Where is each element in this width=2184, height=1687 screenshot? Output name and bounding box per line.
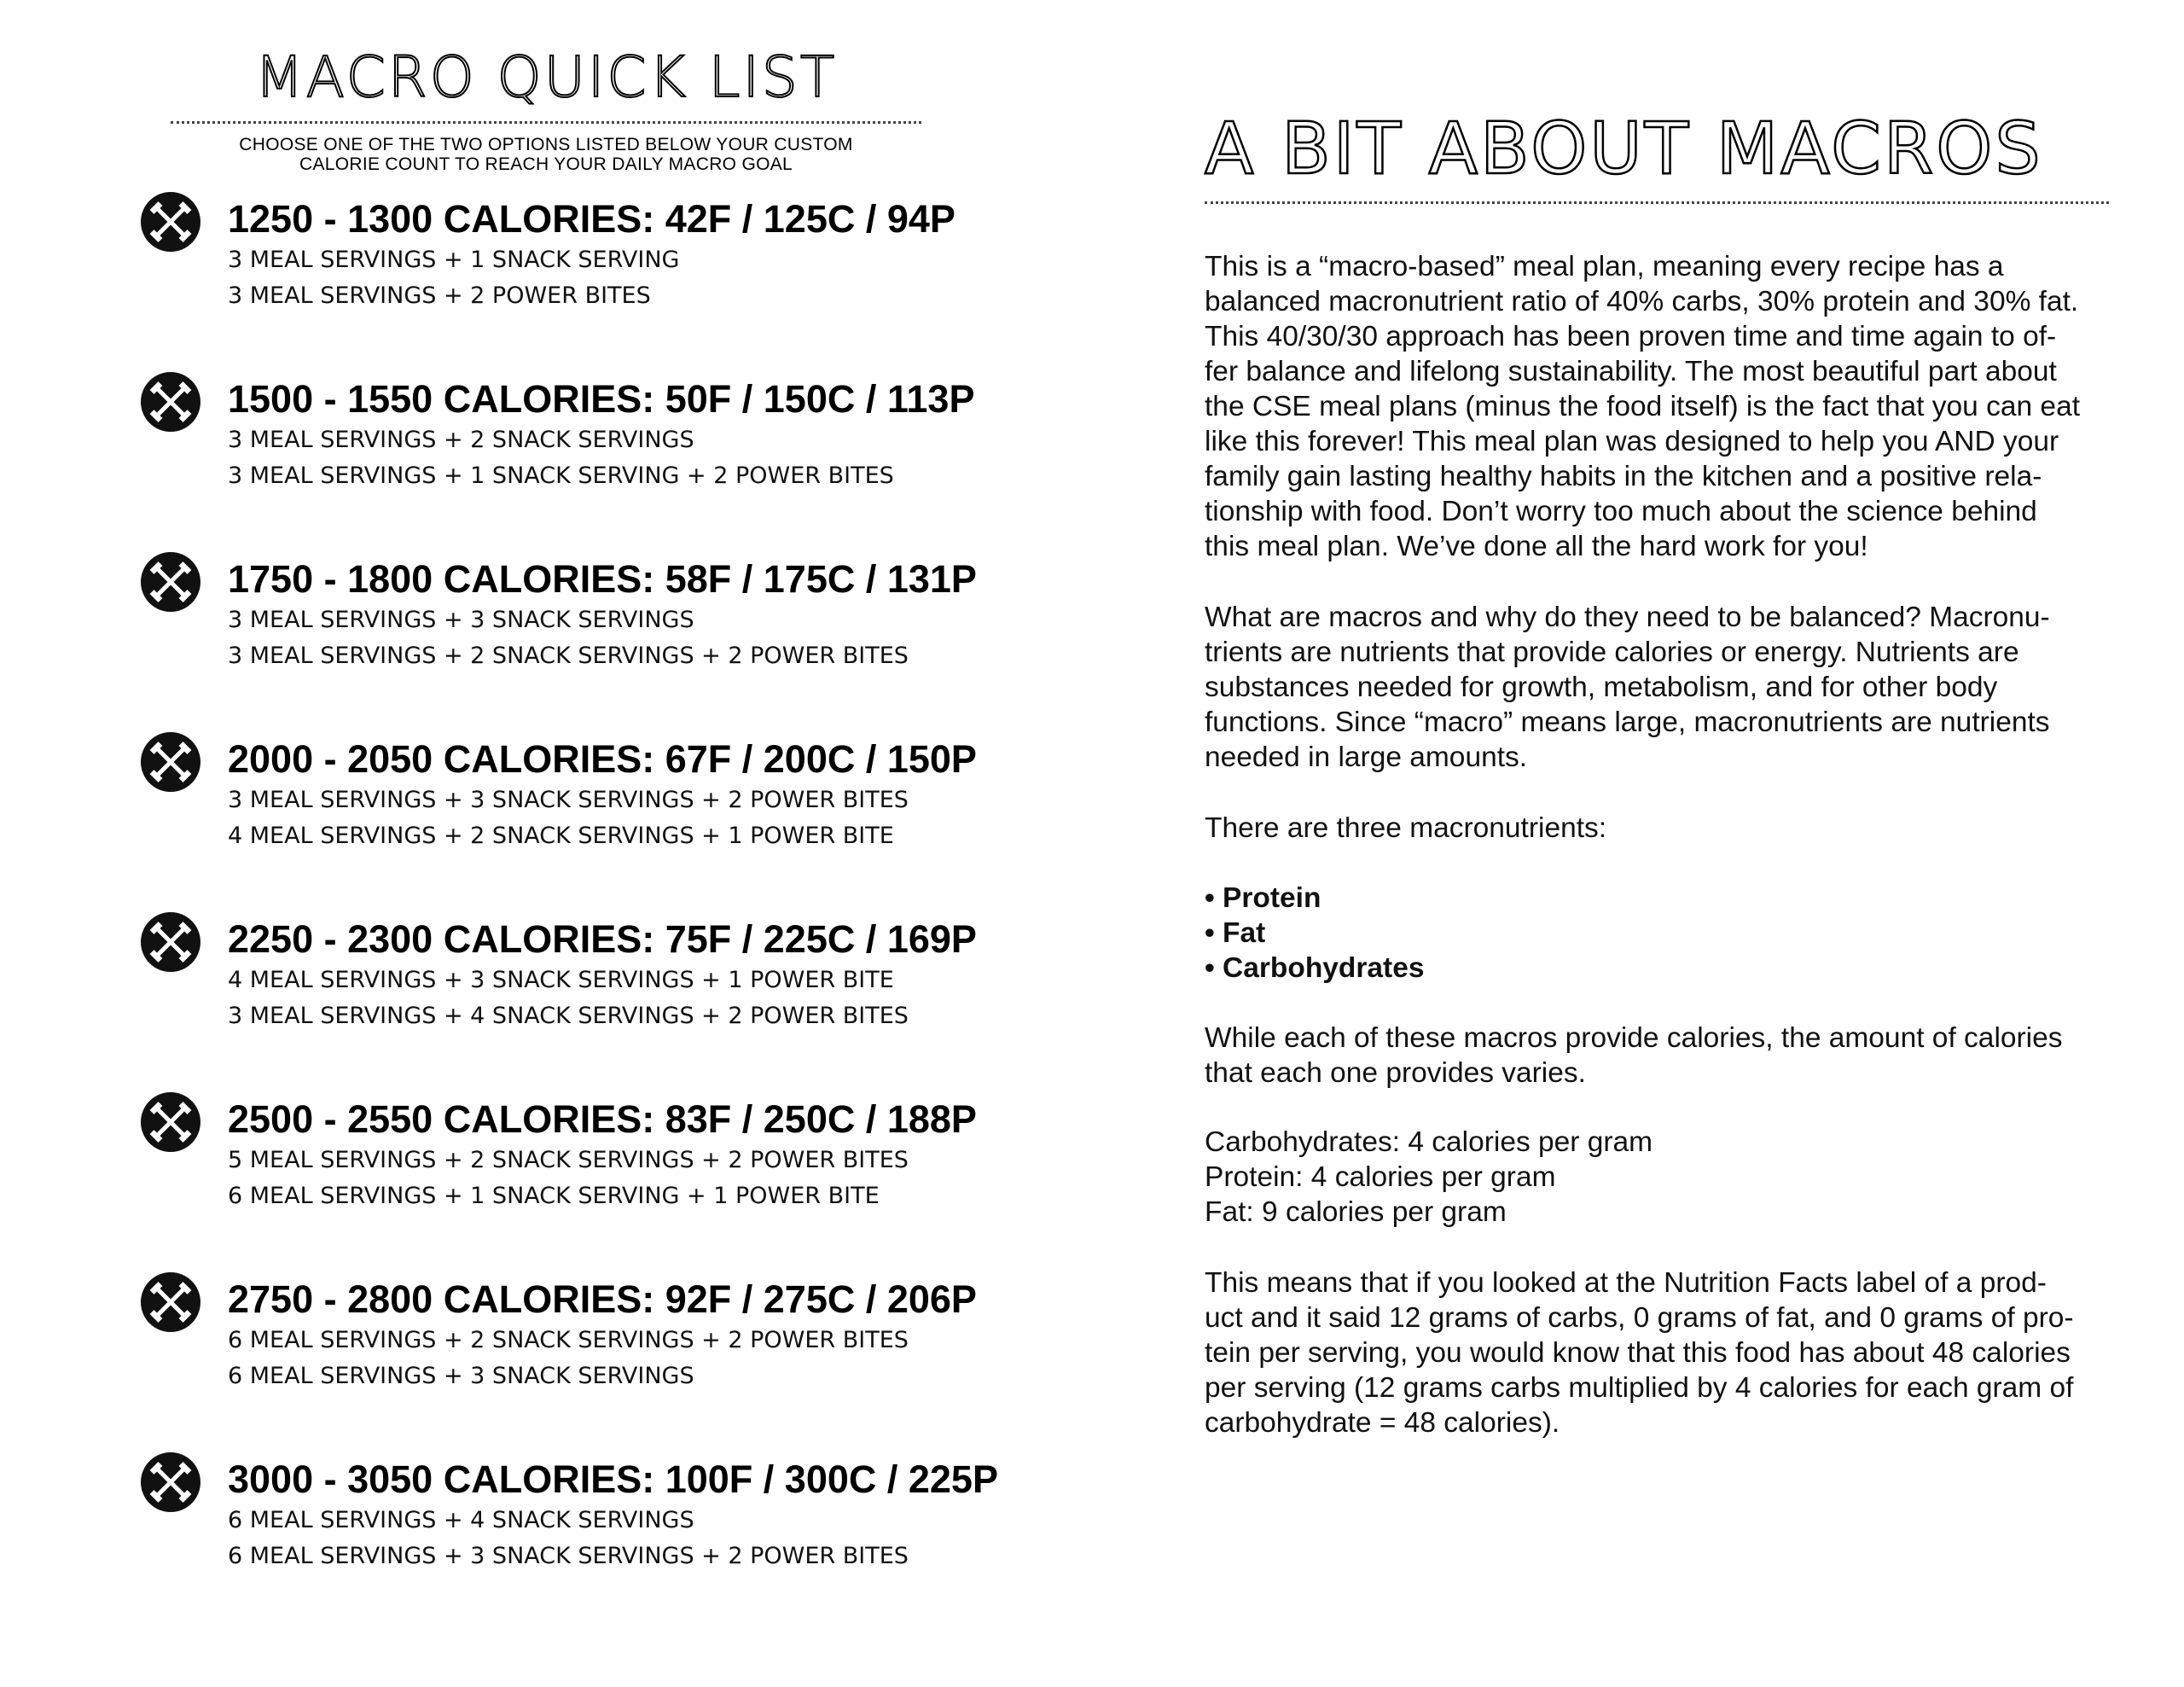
- calorie-entry: [141, 552, 1079, 706]
- calorie-heading: 1750 - 1800 CALORIES: 58F / 175C / 131P: [228, 557, 977, 601]
- quick-list-divider: [171, 121, 921, 124]
- text-line: Protein: 4 calories per gram: [1205, 1161, 1556, 1193]
- serving-option: 6 MEAL SERVINGS + 3 SNACK SERVINGS: [228, 1363, 694, 1389]
- calorie-entry: [141, 732, 1079, 886]
- crossed-dumbbells-icon: [141, 1272, 200, 1332]
- crossed-dumbbells-icon: [141, 1452, 200, 1512]
- text-line: family gain lasting healthy habits in the kitchen and a positive rela-: [1205, 461, 2042, 492]
- calorie-entry: [141, 1452, 1079, 1606]
- text-line: uct and it said 12 grams of carbs, 0 grams of fat, and 0 grams of pro-: [1205, 1302, 2074, 1334]
- crossed-dumbbells-icon: [141, 732, 200, 792]
- calorie-entry: [141, 372, 1079, 526]
- quick-list-subtitle-line: CHOOSE ONE OF THE TWO OPTIONS LISTED BELOW YOUR CUSTOM: [239, 135, 853, 154]
- bullet-item: • Carbohydrates: [1205, 952, 1425, 984]
- serving-option: 3 MEAL SERVINGS + 3 SNACK SERVINGS + 2 POWER BITES: [228, 787, 909, 813]
- text-line: balanced macronutrient ratio of 40% carbs, 30% protein and 30% fat.: [1205, 286, 2079, 317]
- text-line: substances needed for growth, metabolism, and for other body: [1205, 672, 1998, 703]
- serving-option: 3 MEAL SERVINGS + 2 POWER BITES: [228, 282, 651, 309]
- calorie-heading: 1500 - 1550 CALORIES: 50F / 150C / 113P: [228, 377, 975, 421]
- quick-list-subtitle-line: CALORIE COUNT TO REACH YOUR DAILY MACRO GOAL: [299, 154, 793, 174]
- serving-option: 3 MEAL SERVINGS + 2 SNACK SERVINGS + 2 POWER BITES: [228, 643, 909, 669]
- serving-option: 3 MEAL SERVINGS + 1 SNACK SERVING + 2 POWER BITES: [228, 462, 894, 489]
- crossed-dumbbells-icon: [141, 552, 200, 612]
- calorie-heading: 3000 - 3050 CALORIES: 100F / 300C / 225P: [228, 1457, 998, 1501]
- crossed-dumbbells-icon: [141, 1092, 200, 1152]
- about-title: A BIT ABOUT MACROS: [1205, 107, 2043, 190]
- macronutrient-bullet-list: [1205, 881, 2126, 986]
- about-paragraph-definition: [1205, 600, 2126, 775]
- text-line: that each one provides varies.: [1205, 1057, 1586, 1089]
- text-line: While each of these macros provide calories, the amount of calories: [1205, 1022, 2063, 1054]
- text-line: tionship with food. Don’t worry too much about the science behind: [1205, 496, 2037, 527]
- serving-option: 3 MEAL SERVINGS + 3 SNACK SERVINGS: [228, 607, 694, 633]
- calorie-heading: 2250 - 2300 CALORIES: 75F / 225C / 169P: [228, 917, 977, 961]
- text-line: carbohydrate = 48 calories).: [1205, 1407, 1560, 1439]
- serving-option: 3 MEAL SERVINGS + 2 SNACK SERVINGS: [228, 427, 694, 453]
- serving-option: 6 MEAL SERVINGS + 3 SNACK SERVINGS + 2 POWER BITES: [228, 1543, 909, 1569]
- text-line: tein per serving, you would know that this food has about 48 calories: [1205, 1337, 2071, 1369]
- about-paragraph-intro: [1205, 249, 2126, 564]
- text-line: needed in large amounts.: [1205, 742, 1528, 773]
- text-line: This 40/30/30 approach has been proven time and time again to of-: [1205, 321, 2057, 352]
- text-line: Fat: 9 calories per gram: [1205, 1196, 1507, 1228]
- text-line: functions. Since “macro” means large, macronutrients are nutrients: [1205, 707, 2050, 738]
- bullet-item: • Fat: [1205, 917, 1266, 949]
- about-paragraph-calories: [1205, 1021, 2126, 1091]
- serving-option: 5 MEAL SERVINGS + 2 SNACK SERVINGS + 2 POWER BITES: [228, 1147, 909, 1173]
- calorie-heading: 2500 - 2550 CALORIES: 83F / 250C / 188P: [228, 1097, 977, 1141]
- quick-list-subtitle: [171, 135, 921, 174]
- text-line: per serving (12 grams carbs multiplied by 4 calories for each gram of: [1205, 1372, 2074, 1404]
- calorie-entry: [141, 912, 1079, 1066]
- calorie-heading: 2000 - 2050 CALORIES: 67F / 200C / 150P: [228, 737, 977, 781]
- serving-option: 6 MEAL SERVINGS + 2 SNACK SERVINGS + 2 POWER BITES: [228, 1327, 909, 1353]
- text-line: the CSE meal plans (minus the food itself) is the fact that you can eat: [1205, 391, 2081, 422]
- serving-option: 3 MEAL SERVINGS + 4 SNACK SERVINGS + 2 POWER BITES: [228, 1003, 909, 1029]
- crossed-dumbbells-icon: [141, 192, 200, 252]
- calorie-heading: 2750 - 2800 CALORIES: 92F / 275C / 206P: [228, 1277, 977, 1321]
- calorie-entry: [141, 1092, 1079, 1246]
- text-line: What are macros and why do they need to be balanced? Macronu-: [1205, 602, 2050, 633]
- serving-option: 6 MEAL SERVINGS + 4 SNACK SERVINGS: [228, 1507, 694, 1533]
- about-divider: [1205, 201, 2109, 204]
- serving-option: 3 MEAL SERVINGS + 1 SNACK SERVING: [228, 247, 680, 273]
- quick-list-title: MACRO QUICK LIST: [254, 44, 838, 110]
- calories-per-gram-list: [1205, 1125, 2126, 1230]
- crossed-dumbbells-icon: [141, 372, 200, 432]
- text-line: trients are nutrients that provide calories or energy. Nutrients are: [1205, 637, 2019, 668]
- text-line: This means that if you looked at the Nutrition Facts label of a prod-: [1205, 1267, 2047, 1299]
- text-line: this meal plan. We’ve done all the hard work for you!: [1205, 531, 1868, 562]
- text-line: Carbohydrates: 4 calories per gram: [1205, 1126, 1653, 1158]
- about-paragraph-three: There are three macronutrients:: [1205, 812, 1607, 844]
- calorie-entry: [141, 192, 1079, 346]
- serving-option: 6 MEAL SERVINGS + 1 SNACK SERVING + 1 POWER BITE: [228, 1183, 880, 1209]
- calorie-entry: [141, 1272, 1079, 1426]
- calorie-heading: 1250 - 1300 CALORIES: 42F / 125C / 94P: [228, 197, 956, 241]
- serving-option: 4 MEAL SERVINGS + 3 SNACK SERVINGS + 1 POWER BITE: [228, 967, 894, 993]
- bullet-item: • Protein: [1205, 882, 1321, 914]
- crossed-dumbbells-icon: [141, 912, 200, 972]
- serving-option: 4 MEAL SERVINGS + 2 SNACK SERVINGS + 1 POWER BITE: [228, 823, 894, 849]
- text-line: fer balance and lifelong sustainability. The most beautiful part about: [1205, 356, 2057, 387]
- text-line: This is a “macro-based” meal plan, meaning every recipe has a: [1205, 251, 2004, 282]
- about-paragraph-example: [1205, 1265, 2126, 1440]
- text-line: like this forever! This meal plan was designed to help you AND your: [1205, 426, 2059, 457]
